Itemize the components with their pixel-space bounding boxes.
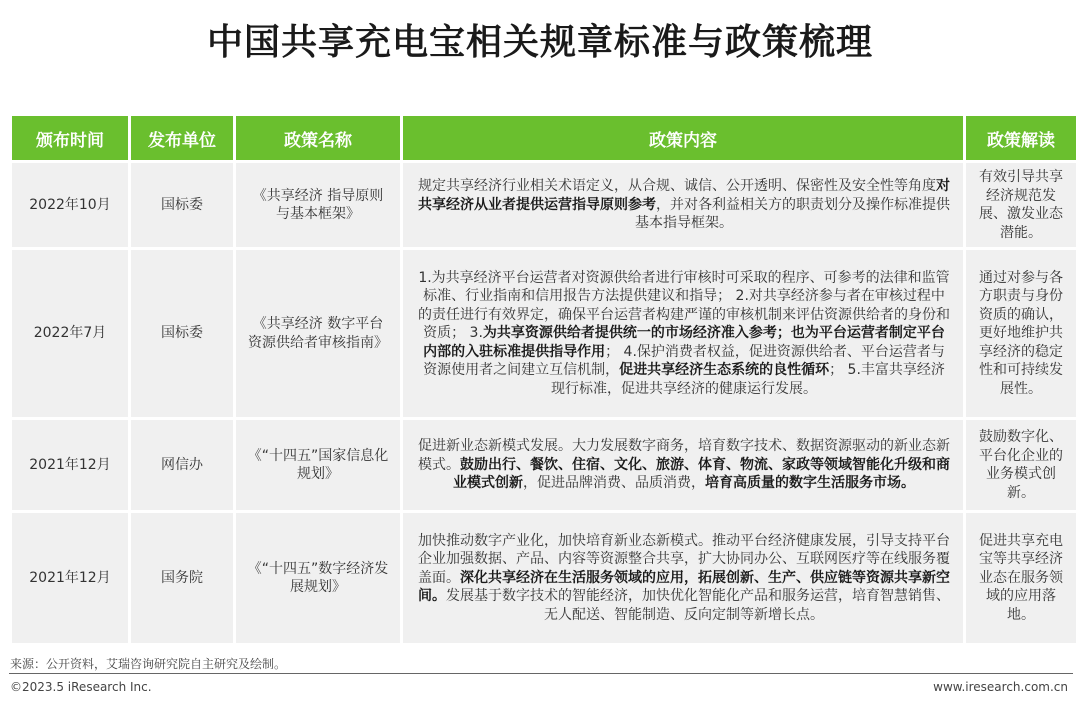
- table-row: [12, 250, 1076, 417]
- header-issuer: 发布单位: [131, 116, 233, 160]
- cell-issuer: 国务院: [131, 513, 233, 643]
- cell-policy-content: [403, 250, 963, 417]
- content-highlight: 深化共享经济在生活服务领域的应用，拓展创新、生产、供应链等资源共享新空间。: [418, 569, 950, 605]
- table-header-row: [12, 116, 1076, 160]
- header-policy-name: 政策名称: [236, 116, 400, 160]
- table-row: [12, 420, 1076, 510]
- cell-issuer: 国标委: [131, 250, 233, 417]
- content-text: 加快推动数字产业化，加快培育新业态新模式。推动平台经济健康发展，引导支持平台企业加强数据、产品、内容等资源整合共享，扩大协同办公、互联网医疗等在线服务覆盖面。: [418, 532, 950, 586]
- footer-divider: [9, 673, 1073, 674]
- content-text: ，促进品牌消费、品质消费，: [523, 475, 705, 492]
- cell-policy-name: 《“十四五”国家信息化规划》: [236, 420, 400, 510]
- policy-table: [9, 113, 1079, 646]
- cell-policy-name: 《共享经济 数字平台资源供给者审核指南》: [236, 250, 400, 417]
- cell-policy-name: 《“十四五”数字经济发展规划》: [236, 513, 400, 643]
- cell-issue-date: 2022年10月: [12, 163, 128, 247]
- content-text: 规定共享经济行业相关术语定义，从合规、诚信、公开透明、保密性及安全性等角度: [418, 178, 936, 195]
- cell-policy-content: [403, 420, 963, 510]
- header-issue-date: 颁布时间: [12, 116, 128, 160]
- cell-issuer: 网信办: [131, 420, 233, 510]
- cell-interpretation: 鼓励数字化、平台化企业的业务模式创新。: [966, 420, 1076, 510]
- cell-interpretation: 通过对参与各方职责与身份资质的确认，更好地维护共享经济的稳定性和可持续发展性。: [966, 250, 1076, 417]
- website-link[interactable]: www.iresearch.com.cn: [933, 680, 1068, 694]
- cell-interpretation: 促进共享充电宝等共享经济业态在服务领域的应用落地。: [966, 513, 1076, 643]
- cell-policy-name: 《共享经济 指导原则与基本框架》: [236, 163, 400, 247]
- content-text: ； 5.丰富共享经济现行标准，促进共享经济的健康运行发展。: [551, 362, 945, 397]
- cell-issue-date: 2021年12月: [12, 420, 128, 510]
- content-text: ，并对各利益相关方的职责划分及操作标准提供基本指导框架。: [635, 196, 950, 232]
- content-text: 1.为共享经济平台运营者对资源供给者进行审核时可采取的程序、可参考的法律和监管标准、行业指南和信用报告方法提供建议和指导； 2.对共享经济参与者在审核过程中的责任进行有效界定，确保平台运营者构建严谨的审核机制来评估资源供给者的身份和资质； 3.: [418, 269, 950, 342]
- cell-policy-content: [403, 163, 963, 247]
- content-highlight: 促进共享经济生态系统的良性循环: [619, 362, 830, 379]
- cell-issuer: 国标委: [131, 163, 233, 247]
- content-text: 发展基于数字技术的智能经济，加快优化智能化产品和服务运营，培育智慧销售、无人配送、智能制造、反向定制等新增长点。: [446, 588, 950, 623]
- cell-issue-date: 2021年12月: [12, 513, 128, 643]
- page-title: 中国共享充电宝相关规章标准与政策梳理: [206, 22, 873, 63]
- content-highlight: 鼓励出行、餐饮、住宿、文化、旅游、体育、物流、家政等领域智能化升级和商业模式创新: [453, 456, 950, 492]
- content-highlight: 为共享资源供给者提供统一的市场经济准入参考；也为平台运营者制定平台内部的入驻标准提供指导作用: [423, 325, 945, 360]
- content-text: ； 4.保护消费者权益，促进资源供给者、平台运营者与资源使用者之间建立互信机制，: [423, 343, 945, 379]
- content-highlight: 对共享经济从业者提供运营指导原则参考: [418, 178, 950, 213]
- cell-issue-date: 2022年7月: [12, 250, 128, 417]
- header-policy-content: 政策内容: [403, 116, 963, 160]
- content-text: 促进新业态新模式发展。大力发展数字商务，培育数字技术、数据资源驱动的新业态新模式。: [418, 438, 950, 473]
- table-row: [12, 513, 1076, 643]
- cell-interpretation: 有效引导共享经济规范发展、激发业态潜能。: [966, 163, 1076, 247]
- header-interpretation: 政策解读: [966, 116, 1076, 160]
- table-row: [12, 163, 1076, 247]
- copyright-text: ©2023.5 iResearch Inc.: [10, 680, 152, 694]
- source-note: 来源：公开资料，艾瑞咨询研究院自主研究及绘制。: [10, 657, 287, 671]
- content-highlight: 培育高质量的数字生活服务市场。: [705, 475, 915, 492]
- cell-policy-content: [403, 513, 963, 643]
